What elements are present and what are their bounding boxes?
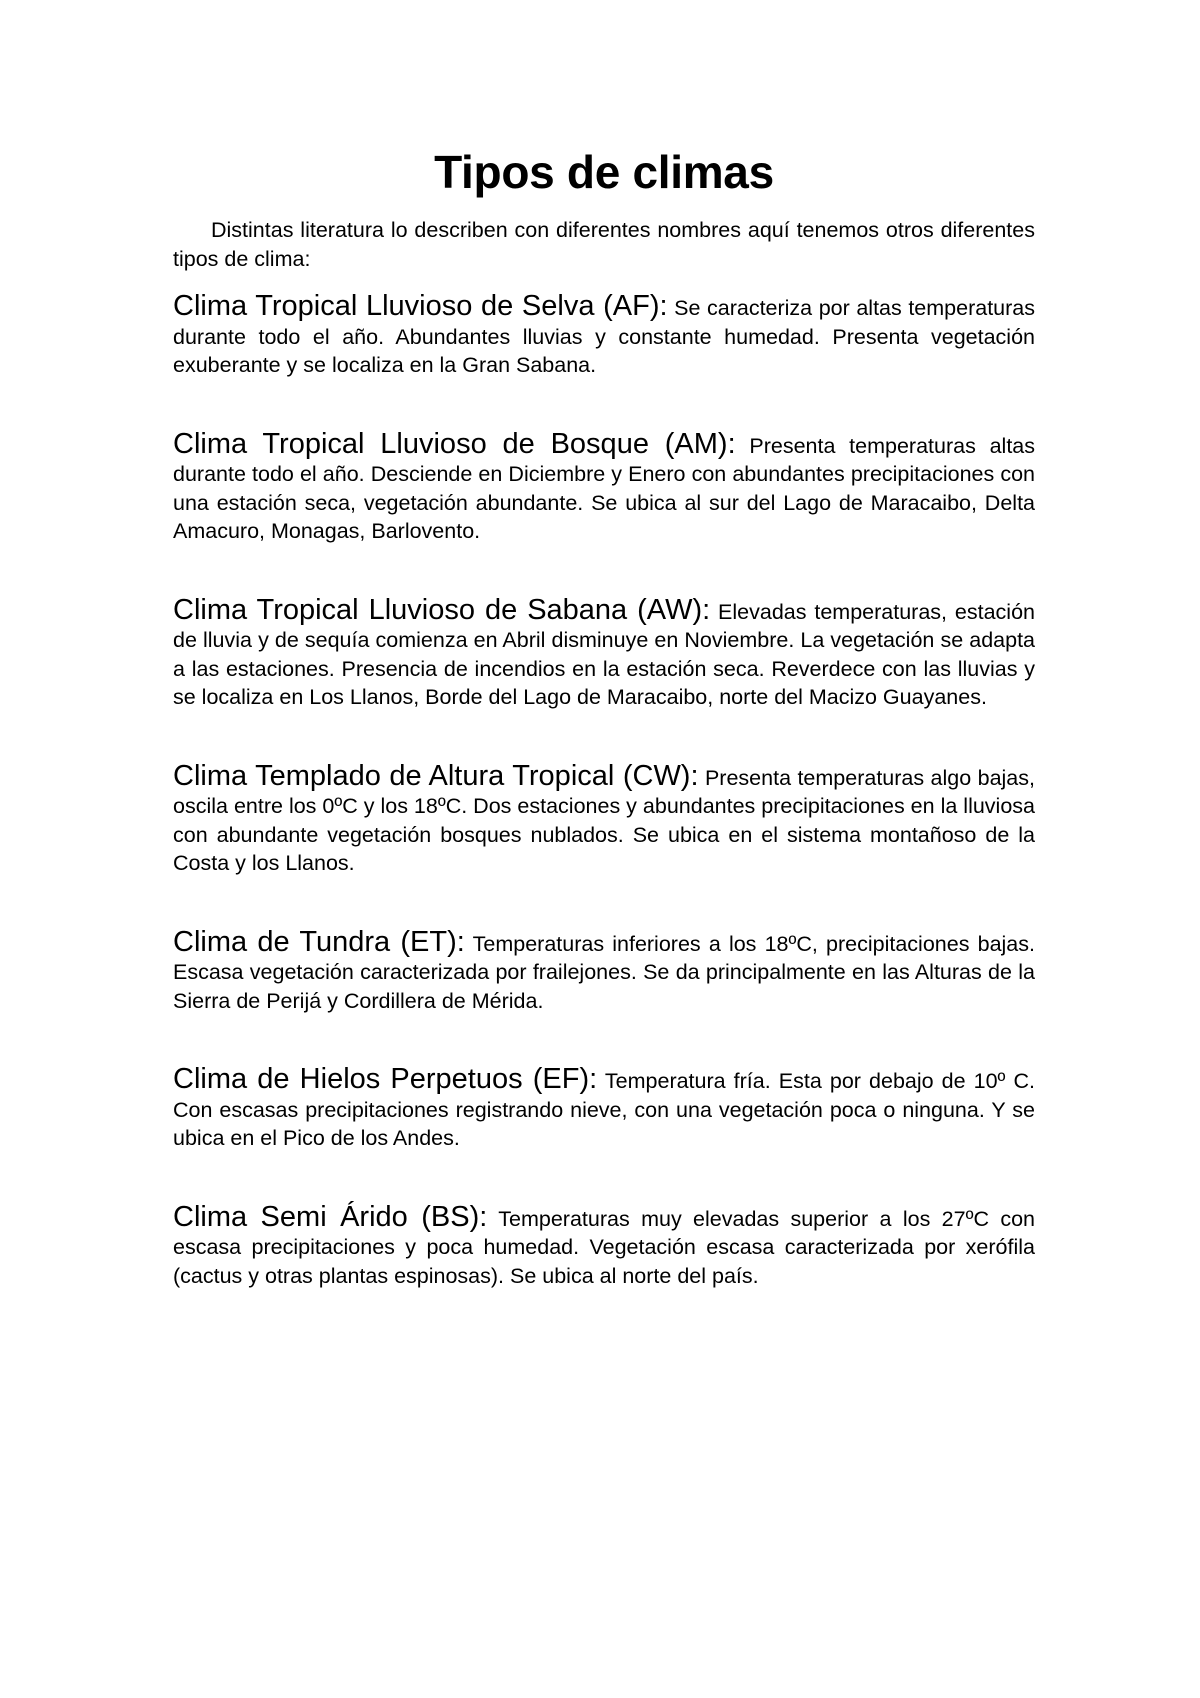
intro-paragraph: Distintas literatura lo describen con diferentes nombres aquí tenemos otros diferentes tipos de clima: bbox=[173, 218, 1035, 271]
climate-description: Presenta temperaturas altas durante todo el año. Desciende en Diciembre y Enero con abundantes precipitaciones con una estación seca, vegetación abundante. Se ubica al sur del Lago de Maracaibo, Delta Amacuro, Monagas, Barlovento. bbox=[173, 433, 1035, 543]
climate-heading: Clima Templado de Altura Tropical (CW): bbox=[173, 759, 699, 792]
climate-entry-aw bbox=[173, 593, 1035, 712]
climate-entry-ef bbox=[173, 1065, 1035, 1153]
climate-description: Temperatura fría. Esta por debajo de 10º C. Con escasas precipitaciones registrando nieve, con una vegetación poca o ninguna. Y se ubica en el Pico de los Andes. bbox=[173, 1069, 1035, 1150]
climate-heading: Clima de Hielos Perpetuos (EF): bbox=[173, 1063, 598, 1095]
climate-description: Temperaturas muy elevadas superior a los 27ºC con escasa precipitaciones y poca humedad. Vegetación escasa caracterizada por xerófila (cactus y otras plantas espinosas). Se ubica al norte del país. bbox=[173, 1206, 1035, 1288]
climate-heading: Clima Tropical Lluvioso de Bosque (AM): bbox=[173, 427, 736, 460]
climate-description: Presenta temperaturas algo bajas, oscila entre los 0ºC y los 18ºC. Dos estaciones y abundantes precipitaciones en la lluviosa con abundante vegetación bosques nublados. Se ubica en el sistema montañoso de la Costa y los Llanos. bbox=[173, 765, 1035, 875]
document-page bbox=[173, 140, 1035, 1290]
climate-description: Se caracteriza por altas temperaturas durante todo el año. Abundantes lluvias y constante humedad. Presenta vegetación exuberante y se localiza en la Gran Sabana. bbox=[173, 296, 1035, 377]
climate-heading: Clima Tropical Lluvioso de Selva (AF): bbox=[173, 290, 668, 322]
climate-heading: Clima Tropical Lluvioso de Sabana (AW): bbox=[173, 593, 711, 626]
climate-entry-et bbox=[173, 925, 1035, 1016]
climate-entry-af bbox=[173, 292, 1035, 380]
climate-entry-am bbox=[173, 427, 1035, 546]
climate-heading: Clima de Tundra (ET): bbox=[173, 925, 465, 958]
climate-description: Elevadas temperaturas, estación de lluvia y de sequía comienza en Abril disminuye en Noviembre. La vegetación se adapta a las estaciones. Presencia de incendios en la estación seca. Reverdece con las lluvias y se localiza en Los Llanos, Borde del Lago de Maracaibo, norte del Macizo Guayanes. bbox=[173, 599, 1035, 709]
climate-entry-bs bbox=[173, 1200, 1035, 1291]
climate-entry-cw bbox=[173, 759, 1035, 878]
document-title: Tipos de climas bbox=[434, 146, 774, 198]
climate-description: Temperaturas inferiores a los 18ºC, precipitaciones bajas. Escasa vegetación caracterizada por frailejones. Se da principalmente en las Alturas de la Sierra de Perijá y Cordillera de Mérida. bbox=[173, 931, 1035, 1013]
climate-heading: Clima Semi Árido (BS): bbox=[173, 1200, 488, 1233]
